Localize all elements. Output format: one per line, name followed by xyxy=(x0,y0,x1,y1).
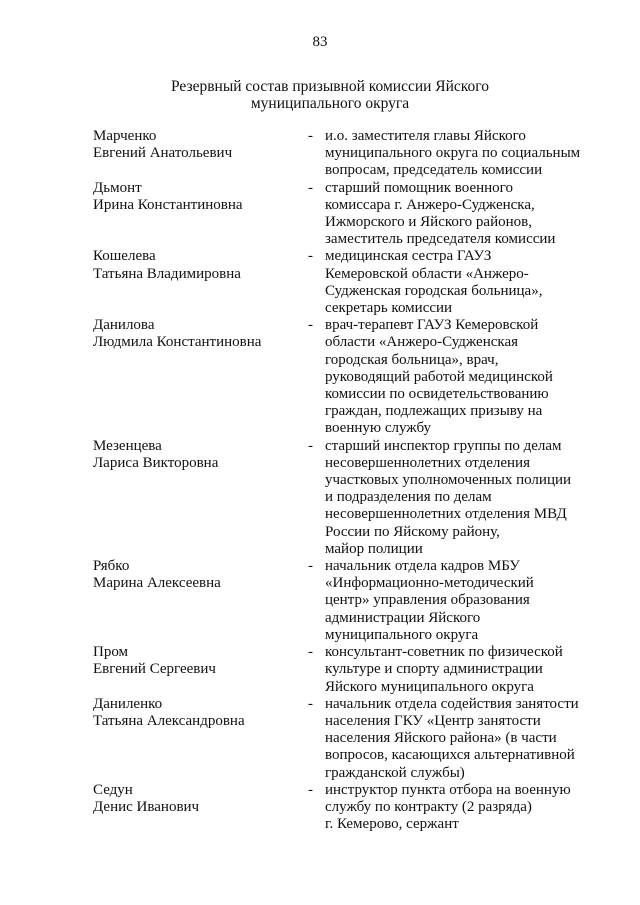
member-position-line: культуре и спорту администрации xyxy=(325,661,543,678)
member-position xyxy=(325,317,593,437)
member-dash: - xyxy=(308,128,313,144)
member-surname: Пром xyxy=(93,644,129,661)
member-position-line: старший инспектор группы по делам xyxy=(325,437,562,454)
member-entry xyxy=(93,248,593,317)
member-position-line: муниципального округа по социальным xyxy=(325,145,581,162)
member-position-line: вопросов, касающихся альтернативной xyxy=(325,747,575,764)
member-position-line: и.о. заместителя главы Яйского xyxy=(325,128,526,144)
member-given-names: Людмила Константиновна xyxy=(93,334,262,351)
member-position xyxy=(325,248,593,317)
member-position-line: населения ГКУ «Центр занятости xyxy=(325,712,541,729)
member-position-line: г. Кемерово, сержант xyxy=(325,816,459,833)
member-position-line: руководящий работой медицинской xyxy=(325,368,553,385)
member-surname: Марченко xyxy=(93,128,157,144)
member-entry xyxy=(93,644,593,696)
member-name xyxy=(93,180,303,214)
member-dash: - xyxy=(308,695,313,712)
member-entry xyxy=(93,180,593,249)
member-position-line: комиссии по освидетельствованию xyxy=(325,386,549,403)
member-position-line: несовершеннолетних отделения МВД xyxy=(325,506,567,523)
member-name xyxy=(93,644,303,678)
member-dash: - xyxy=(308,179,313,196)
title-line-2: муниципального округа xyxy=(250,95,410,112)
member-position-line: начальник отдела содействия занятости xyxy=(325,695,579,712)
member-dash: - xyxy=(308,644,313,661)
member-position-line: граждан, подлежащих призыву на xyxy=(325,403,543,420)
member-surname: Дьмонт xyxy=(93,179,142,196)
member-position-line: начальник отдела кадров МБУ xyxy=(325,558,520,575)
member-surname: Кошелева xyxy=(93,248,156,265)
member-position-line: участковых уполномоченных полиции xyxy=(325,472,572,489)
member-dash: - xyxy=(308,558,313,575)
member-position-line: комиссара г. Анжеро-Судженска, xyxy=(325,196,535,213)
member-position-line: медицинская сестра ГАУЗ xyxy=(325,248,492,265)
member-given-names: Евгений Сергеевич xyxy=(93,661,216,678)
member-given-names: Татьяна Владимировна xyxy=(93,265,241,282)
member-position-line: гражданской службы) xyxy=(325,764,465,781)
member-name xyxy=(93,438,303,472)
member-position-line: майор полиции xyxy=(325,540,423,557)
member-name xyxy=(93,248,303,282)
member-position-line: администрации Яйского xyxy=(325,609,481,626)
member-given-names: Лариса Викторовна xyxy=(93,454,219,471)
member-position xyxy=(325,644,593,696)
member-surname: Седун xyxy=(93,781,133,798)
member-position xyxy=(325,128,593,180)
member-position-line: Яйского муниципального округа xyxy=(325,678,534,695)
member-position-line: городская больница», врач, xyxy=(325,351,499,368)
member-given-names: Евгений Анатольевич xyxy=(93,145,233,162)
member-given-names: Татьяна Александровна xyxy=(93,712,245,729)
page-number: 83 xyxy=(312,34,328,50)
title-line-1: Резервный состав призывной комиссии Яйского xyxy=(170,78,490,95)
member-dash: - xyxy=(308,248,313,265)
member-position-line: центр» управления образования xyxy=(325,592,530,609)
member-surname: Даниленко xyxy=(93,695,163,712)
member-surname: Рябко xyxy=(93,558,130,575)
member-entry xyxy=(93,317,593,437)
member-entry xyxy=(93,438,593,558)
member-name xyxy=(93,128,303,162)
member-position xyxy=(325,782,593,834)
member-dash: - xyxy=(308,437,313,454)
member-position-line: муниципального округа xyxy=(325,626,479,643)
member-surname: Данилова xyxy=(93,317,155,334)
member-position xyxy=(325,180,593,249)
member-position-line: консультант-советник по физической xyxy=(325,644,563,661)
member-name xyxy=(93,782,303,816)
member-entry xyxy=(93,782,593,834)
member-position xyxy=(325,438,593,558)
member-position-line: инструктор пункта отбора на военную xyxy=(325,781,571,798)
member-entry xyxy=(93,696,593,782)
member-name xyxy=(93,317,303,351)
member-dash: - xyxy=(308,317,313,334)
member-position-line: врач-терапевт ГАУЗ Кемеровской xyxy=(325,317,539,334)
member-position-line: и подразделения по делам xyxy=(325,489,492,506)
member-name xyxy=(93,558,303,592)
member-position xyxy=(325,558,593,644)
member-name xyxy=(93,696,303,730)
member-entry xyxy=(93,558,593,644)
member-given-names: Денис Иванович xyxy=(93,798,200,815)
member-position-line: «Информационно-методический xyxy=(325,575,534,592)
member-given-names: Ирина Константиновна xyxy=(93,196,243,213)
member-position-line: заместитель председателя комиссии xyxy=(325,231,556,248)
member-list xyxy=(93,128,593,833)
member-position-line: старший помощник военного xyxy=(325,179,513,196)
member-position-line: Судженская городская больница», xyxy=(325,282,543,299)
member-position-line: несовершеннолетних отделения xyxy=(325,454,530,471)
member-position-line: вопросам, председатель комиссии xyxy=(325,162,543,179)
member-position-line: России по Яйскому району, xyxy=(325,523,500,540)
member-position-line: Ижморского и Яйского районов, xyxy=(325,214,532,231)
document-title xyxy=(120,78,540,112)
member-surname: Мезенцева xyxy=(93,437,162,454)
member-position-line: службу по контракту (2 разряда) xyxy=(325,798,532,815)
member-position-line: военную службу xyxy=(325,420,432,437)
member-position xyxy=(325,696,593,782)
member-position-line: секретарь комиссии xyxy=(325,300,453,317)
member-dash: - xyxy=(308,781,313,798)
member-position-line: населения Яйского района» (в части xyxy=(325,730,557,747)
member-position-line: Кемеровской области «Анжеро- xyxy=(325,265,529,282)
member-position-line: области «Анжеро-Судженская xyxy=(325,334,519,351)
member-entry xyxy=(93,128,593,180)
member-given-names: Марина Алексеевна xyxy=(93,575,221,592)
